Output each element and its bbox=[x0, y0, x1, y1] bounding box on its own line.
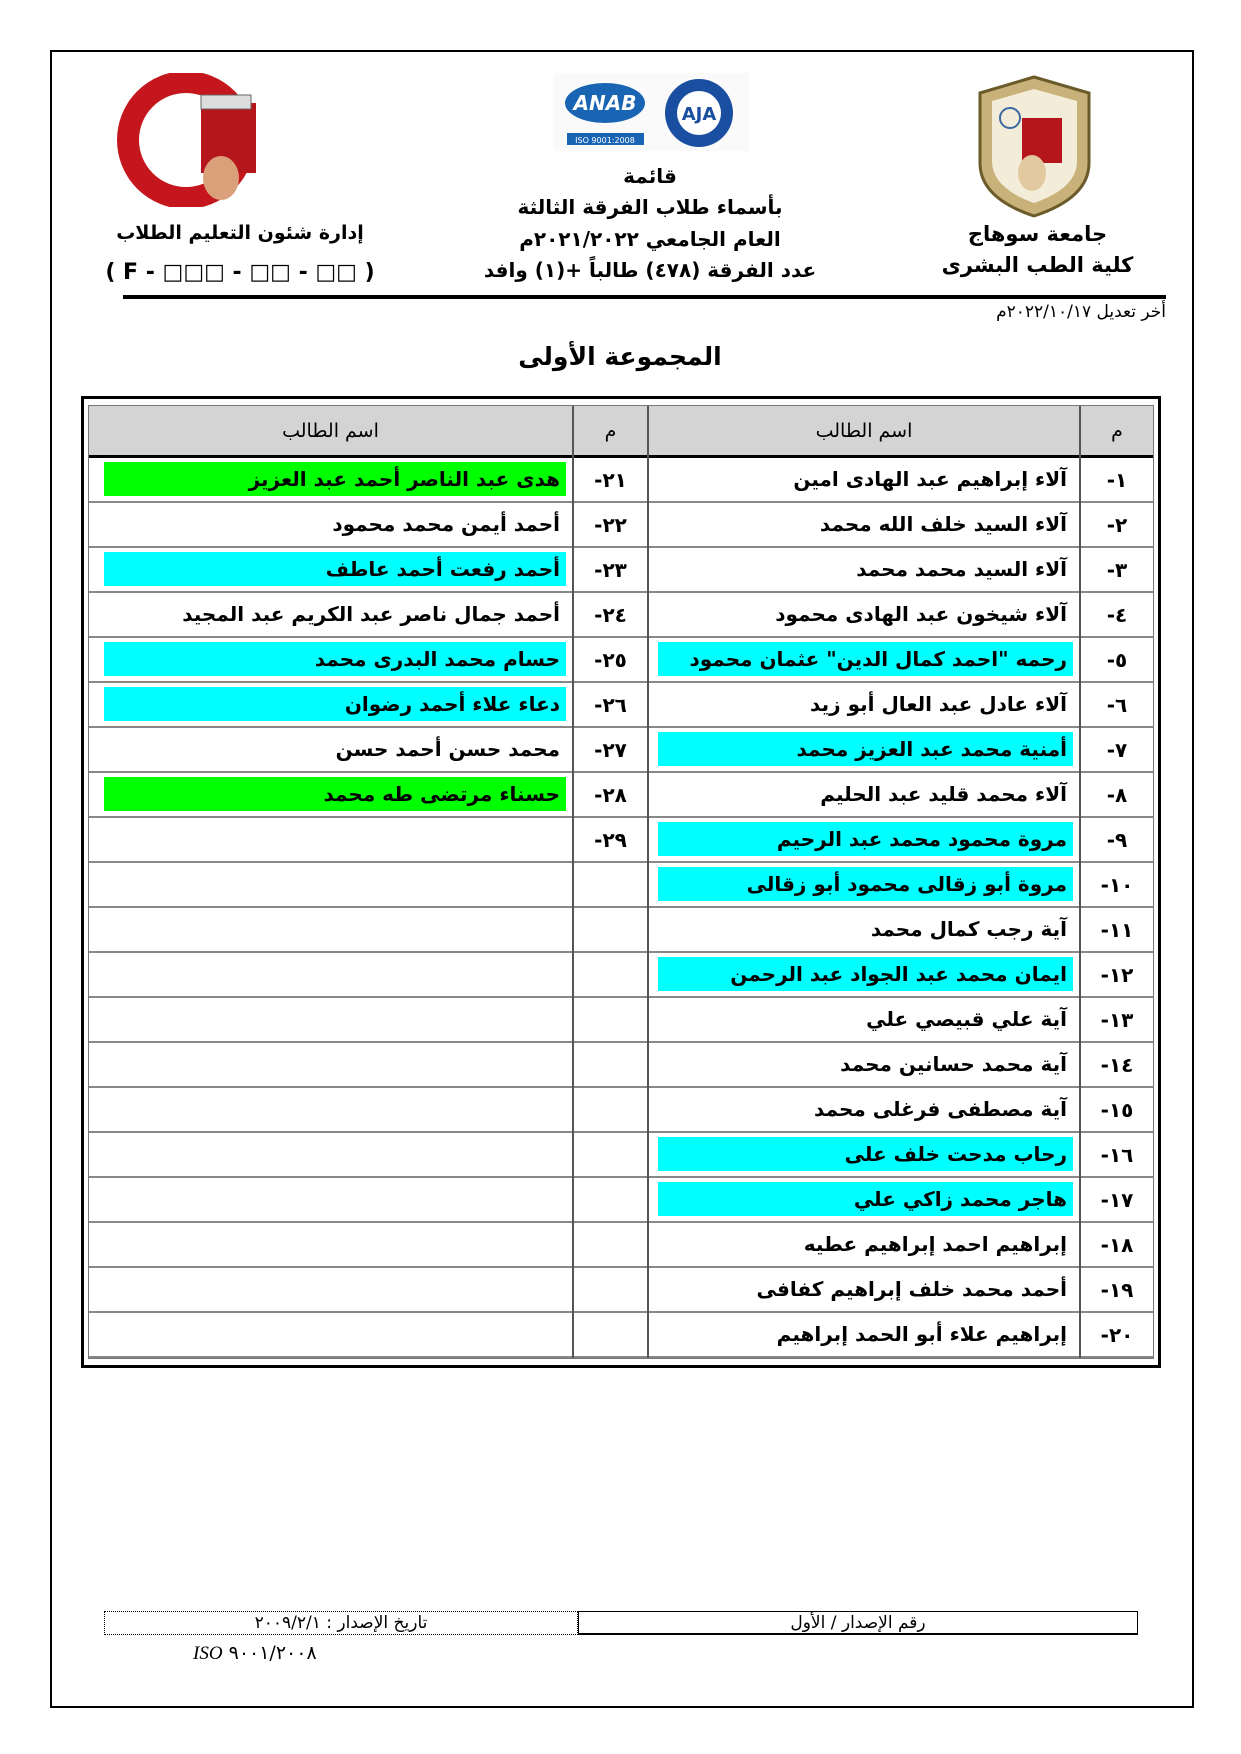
table-row bbox=[89, 908, 1153, 953]
header-num-left: م bbox=[574, 406, 647, 458]
student-name: آلاء إبراهيم عبد الهادى امين bbox=[793, 467, 1067, 491]
student-name: أحمد أيمن محمد محمود bbox=[332, 512, 560, 536]
row-number bbox=[574, 1178, 647, 1221]
row-number: ١٢- bbox=[1100, 962, 1134, 987]
student-name: آلاء شيخون عبد الهادى محمود bbox=[775, 602, 1067, 626]
row-number: ٩- bbox=[1106, 827, 1128, 852]
row-number bbox=[574, 908, 647, 951]
row-number: ٢٥- bbox=[594, 647, 627, 672]
table-row bbox=[89, 1178, 1153, 1223]
students-table bbox=[81, 396, 1161, 1368]
student-name: مروة أبو زقالى محمود أبو زقالى bbox=[658, 867, 1073, 901]
university-name: جامعة سوهاج bbox=[967, 222, 1108, 246]
row-number bbox=[574, 1088, 647, 1131]
department-name: إدارة شئون التعليم الطلاب bbox=[116, 222, 364, 244]
student-name: مروة محمود محمد عبد الرحيم bbox=[658, 822, 1073, 856]
row-number: ٢٣- bbox=[594, 557, 627, 582]
row-number: ٢٧- bbox=[594, 737, 627, 762]
header-name-right: اسم الطالب bbox=[649, 406, 1079, 458]
class-count: عدد الفرقة (٤٧٨) طالباً +(١) وافد bbox=[483, 258, 817, 282]
issue-number: رقم الإصدار / الأول bbox=[578, 1611, 1138, 1635]
row-number: ٥- bbox=[1106, 647, 1128, 672]
student-name bbox=[104, 867, 566, 901]
student-name bbox=[104, 1272, 566, 1306]
column-divider bbox=[647, 406, 649, 1358]
student-name: آية مصطفى فرغلى محمد bbox=[814, 1097, 1067, 1121]
table-row bbox=[89, 593, 1153, 638]
row-number: ١٣- bbox=[1100, 1007, 1134, 1032]
table-row bbox=[89, 1313, 1153, 1358]
row-number bbox=[574, 1313, 647, 1356]
row-number: ١٦- bbox=[1100, 1142, 1134, 1167]
student-name: محمد حسن أحمد حسن bbox=[335, 737, 560, 761]
row-number: ٢- bbox=[1106, 512, 1128, 537]
table-row bbox=[89, 1268, 1153, 1313]
row-number: ٢٠- bbox=[1100, 1322, 1134, 1347]
table-row bbox=[89, 458, 1153, 503]
student-name bbox=[104, 1182, 566, 1216]
iso-reference bbox=[193, 1642, 317, 1665]
student-name: حسام محمد البدرى محمد bbox=[104, 642, 566, 676]
table-row bbox=[89, 728, 1153, 773]
student-name bbox=[104, 912, 566, 946]
student-name: أحمد جمال ناصر عبد الكريم عبد المجيد bbox=[182, 602, 560, 626]
student-name: إبراهيم علاء أبو الحمد إبراهيم bbox=[776, 1322, 1067, 1346]
row-number bbox=[574, 1268, 647, 1311]
svg-text:ANAB: ANAB bbox=[573, 91, 637, 115]
student-name: آية رجب كمال محمد bbox=[870, 917, 1067, 941]
group-title: المجموعة الأولى bbox=[518, 342, 722, 371]
table-row bbox=[89, 1043, 1153, 1088]
student-name bbox=[104, 957, 566, 991]
student-name: حسناء مرتضى طه محمد bbox=[104, 777, 566, 811]
row-number: ٢٢- bbox=[594, 512, 627, 537]
student-name: أحمد رفعت أحمد عاطف bbox=[104, 552, 566, 586]
row-number: ١- bbox=[1106, 467, 1128, 492]
student-name: آية علي قبيصي علي bbox=[866, 1007, 1067, 1031]
row-number: ٣- bbox=[1106, 557, 1128, 582]
student-name: أمنية محمد عبد العزيز محمد bbox=[658, 732, 1073, 766]
header-divider bbox=[123, 295, 1166, 299]
header-name-left: اسم الطالب bbox=[89, 406, 572, 458]
row-number: ٧- bbox=[1106, 737, 1128, 762]
last-modified: أخر تعديل ٢٠٢٢/١٠/١٧م bbox=[996, 302, 1166, 322]
sohag-university-logo bbox=[970, 73, 1099, 219]
title-line-2: بأسماء طلاب الفرقة الثالثة bbox=[517, 195, 783, 219]
faculty-name: كلية الطب البشرى bbox=[941, 253, 1134, 277]
table-row bbox=[89, 548, 1153, 593]
row-number: ١١- bbox=[1100, 917, 1134, 942]
student-name: هاجر محمد زاكي علي bbox=[658, 1182, 1073, 1216]
row-number: ٢٩- bbox=[594, 827, 627, 852]
student-name bbox=[104, 1317, 566, 1351]
row-number: ١٤- bbox=[1100, 1052, 1134, 1077]
svg-text:AJA: AJA bbox=[681, 104, 717, 125]
row-number: ٢٨- bbox=[594, 782, 627, 807]
row-number: ٦- bbox=[1106, 692, 1128, 717]
row-number bbox=[574, 1133, 647, 1176]
row-number: ١٧- bbox=[1100, 1187, 1134, 1212]
column-divider bbox=[572, 406, 574, 1358]
student-name: دعاء علاء أحمد رضوان bbox=[104, 687, 566, 721]
issue-date: تاريخ الإصدار : ٢٠٠٩/٢/١ bbox=[104, 1611, 578, 1635]
student-name bbox=[104, 1092, 566, 1126]
row-number: ٨- bbox=[1106, 782, 1128, 807]
row-number: ٢٦- bbox=[594, 692, 627, 717]
table-row bbox=[89, 818, 1153, 863]
table-row bbox=[89, 1133, 1153, 1178]
student-name bbox=[104, 1227, 566, 1261]
student-name: آية محمد حسانين محمد bbox=[840, 1052, 1067, 1076]
student-name bbox=[104, 1137, 566, 1171]
row-number: ٢٤- bbox=[594, 602, 627, 627]
column-divider bbox=[1079, 406, 1081, 1358]
student-name: آلاء السيد خلف الله محمد bbox=[819, 512, 1067, 536]
table-row bbox=[89, 953, 1153, 998]
student-name bbox=[104, 822, 566, 856]
row-number bbox=[574, 998, 647, 1041]
academic-year: العام الجامعي ٢٠٢١/٢٠٢٢م bbox=[519, 227, 781, 251]
iso-accreditation-logo bbox=[553, 73, 749, 151]
table-row bbox=[89, 1088, 1153, 1133]
row-number: ١٨- bbox=[1100, 1232, 1134, 1257]
table-row bbox=[89, 773, 1153, 818]
row-number: ٢١- bbox=[594, 467, 627, 492]
student-name: أحمد محمد خلف إبراهيم كفافى bbox=[756, 1277, 1067, 1301]
student-name: إبراهيم احمد إبراهيم عطيه bbox=[803, 1232, 1067, 1256]
row-number bbox=[574, 863, 647, 906]
student-name: رحاب مدحت خلف على bbox=[658, 1137, 1073, 1171]
student-name bbox=[104, 1047, 566, 1081]
student-name: ايمان محمد عبد الجواد عبد الرحمن bbox=[658, 957, 1073, 991]
row-number bbox=[574, 1223, 647, 1266]
svg-text:ISO 9001:2008: ISO 9001:2008 bbox=[575, 136, 635, 145]
title-line-1: قائمة bbox=[623, 164, 677, 188]
student-name: هدى عبد الناصر أحمد عبد العزيز bbox=[104, 462, 566, 496]
row-number bbox=[574, 1043, 647, 1086]
faculty-of-medicine-logo bbox=[106, 73, 303, 207]
table-row bbox=[89, 1223, 1153, 1268]
iso-label: ISO bbox=[193, 1643, 223, 1664]
table-row bbox=[89, 638, 1153, 683]
table-row bbox=[89, 998, 1153, 1043]
row-number: ١٥- bbox=[1100, 1097, 1134, 1122]
form-code: ( F - □□□ - □□ - □□ ) bbox=[105, 260, 375, 285]
student-name: آلاء عادل عبد العال أبو زيد bbox=[810, 692, 1067, 716]
header-num-right: م bbox=[1081, 406, 1153, 458]
row-number: ٤- bbox=[1106, 602, 1128, 627]
student-name bbox=[104, 1002, 566, 1036]
table-row bbox=[89, 503, 1153, 548]
student-name: آلاء السيد محمد محمد bbox=[856, 557, 1067, 581]
iso-number: ٩٠٠١/٢٠٠٨ bbox=[228, 1642, 317, 1664]
row-number: ١٩- bbox=[1100, 1277, 1134, 1302]
table-row bbox=[89, 863, 1153, 908]
table-row bbox=[89, 683, 1153, 728]
student-name: آلاء محمد قليد عبد الحليم bbox=[820, 782, 1067, 806]
student-name: رحمه "احمد كمال الدين" عثمان محمود bbox=[658, 642, 1073, 676]
row-number: ١٠- bbox=[1100, 872, 1134, 897]
row-number bbox=[574, 953, 647, 996]
